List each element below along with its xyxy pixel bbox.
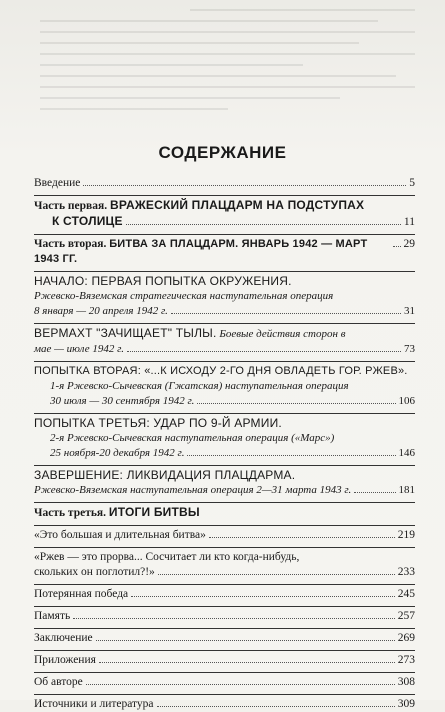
toc-entry-author[interactable] [34,672,415,690]
toc-entry-end[interactable] [34,465,415,498]
bleed-through-text [40,0,415,125]
chapter-title: ЗАВЕРШЕНИЕ: ЛИКВИДАЦИЯ ПЛАЦДАРМА. [34,468,296,482]
page-number: 233 [397,566,415,578]
part-label: Часть третья. [34,507,107,519]
page-number: 273 [397,654,415,666]
chapter-subtitle: Боевые действия сторон в [219,328,346,340]
entry-title: Потерянная победа [34,588,129,600]
entry-title: Введение [34,177,81,189]
page-number: 31 [404,305,415,317]
toc-entry-lost-victory[interactable] [34,584,415,602]
part-title: БИТВА ЗА ПЛАЦДАРМ. ЯНВАРЬ 1942 — МАРТ 1943 ГГ. [34,238,368,265]
page-number: 146 [398,447,415,459]
page-number: 106 [398,395,415,407]
entry-title: Память [34,610,71,622]
toc-entry-part1[interactable] [34,195,415,230]
page-number: 5 [409,177,415,189]
chapter-subtitle: 1-я Ржевско-Сычевская (Гжатская) наступательная операция [50,380,349,392]
page-number: 308 [397,676,415,688]
page-number: 73 [404,343,415,355]
toc-entry-wehrmacht[interactable] [34,323,415,357]
toc-entry-memory[interactable] [34,606,415,624]
page-number: 245 [397,588,415,600]
chapter-subtitle: Ржевско-Вяземская стратегическая наступательная операция [34,290,334,302]
entry-title: Приложения [34,654,96,666]
entry-title: «Ржев — это прорва... Сосчитает ли кто когда-нибудь, [34,551,300,563]
chapter-title: ПОПЫТКА ВТОРАЯ: «...К ИСХОДУ 2-ГО ДНЯ ОВЛАДЕТЬ ГОР. РЖЕВ». [34,365,408,377]
part-title: ВРАЖЕСКИЙ ПЛАЦДАРМ НА ПОДСТУПАХ [109,198,365,212]
chapter-dates: 25 ноября-20 декабря 1942 г. [50,447,185,459]
entry-title: Заключение [34,632,93,644]
page-number: 269 [397,632,415,644]
page-number: 11 [403,216,415,228]
entry-title: Источники и литература [34,698,154,710]
chapter-subtitle: Ржевско-Вяземская наступательная операция 2—31 марта 1943 г. [34,484,352,496]
chapter-dates: 8 января — 20 апреля 1942 г. [34,305,168,317]
page-number: 257 [397,610,415,622]
entry-title: «Это большая и длительная битва» [34,529,206,541]
chapter-title: ВЕРМАХТ "ЗАЧИЩАЕТ" ТЫЛЫ. [34,326,217,340]
toc-entry-second[interactable] [34,361,415,409]
table-of-contents [34,176,415,712]
chapter-dates: 30 июля — 30 сентября 1942 г. [50,395,195,407]
chapter-title: НАЧАЛО: ПЕРВАЯ ПОПЫТКА ОКРУЖЕНИЯ. [34,274,292,288]
toc-entry-intro[interactable] [34,176,415,191]
entry-title-cont: скольких он поглотил?!» [34,566,155,578]
part-title-cont: К СТОЛИЦЕ [52,214,123,228]
toc-entry-part3[interactable] [34,502,415,521]
page-number: 219 [397,529,415,541]
toc-entry-start[interactable] [34,271,415,319]
part-label: Часть первая. [34,200,108,212]
chapter-title: ПОПЫТКА ТРЕТЬЯ: УДАР ПО 9-Й АРМИИ. [34,416,282,430]
chapter-subtitle: 2-я Ржевско-Сычевская наступательная операция («Марс») [50,432,335,444]
toc-entry-part2[interactable] [34,234,415,267]
chapter-dates: мае — июле 1942 г. [34,343,125,355]
part-title: ИТОГИ БИТВЫ [108,505,200,519]
toc-entry-conclusion[interactable] [34,628,415,646]
page-number: 181 [398,484,415,496]
page-title: СОДЕРЖАНИЕ [158,143,287,162]
toc-entry-appendix[interactable] [34,650,415,668]
toc-entry-big-battle[interactable] [34,525,415,543]
part-label: Часть вторая. [34,238,107,250]
page-number: 29 [403,238,415,250]
page-number: 309 [397,698,415,710]
toc-entry-rzhev-abyss[interactable] [34,547,415,580]
toc-entry-sources[interactable] [34,694,415,712]
entry-title: Об авторе [34,676,83,688]
toc-entry-third[interactable] [34,413,415,461]
